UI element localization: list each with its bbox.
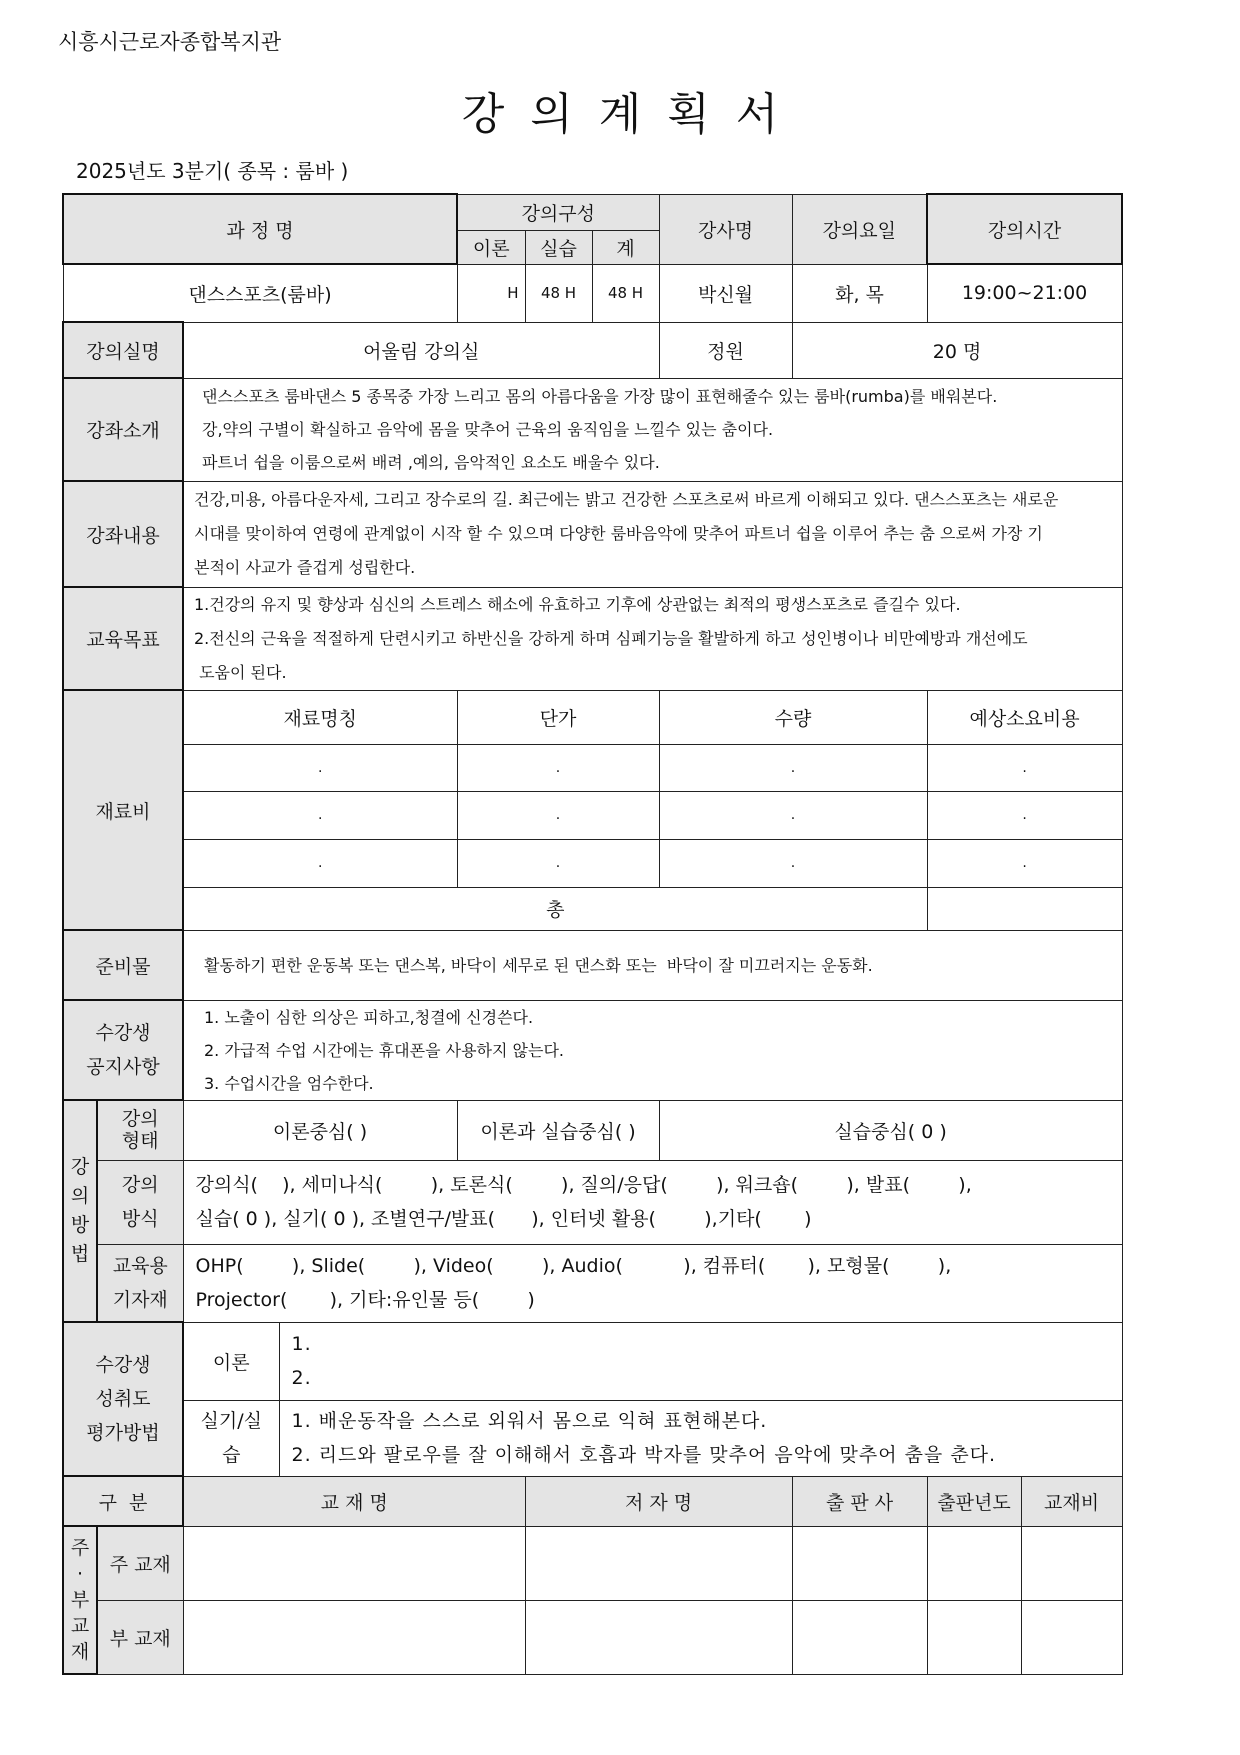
method-group-char: 강 bbox=[70, 1156, 90, 1178]
header-practice: 실습 bbox=[525, 230, 592, 264]
header-total: 계 bbox=[592, 230, 659, 264]
notice-text bbox=[183, 1000, 1122, 1100]
method-equip-label-line: 교육용 bbox=[112, 1254, 168, 1277]
textbook-sub-year bbox=[927, 1600, 1021, 1674]
notice-line: 2. 가급적 수업 시간에는 휴대폰을 사용하지 않는다. bbox=[204, 1040, 564, 1060]
textbook-header-name: 교 재 명 bbox=[183, 1476, 525, 1526]
textbook-header-year: 출판년도 bbox=[927, 1476, 1021, 1526]
evaluation-practice-label bbox=[183, 1400, 279, 1476]
intro-text bbox=[183, 378, 1122, 481]
header-course-name: 과 정 명 bbox=[63, 194, 457, 264]
content-line: 시대를 맞이하여 연령에 관계없이 시작 할 수 있으며 다양한 룸바음악에 맞추어 파트너 쉽을 이루어 추는 춤 으로써 가장 기 bbox=[194, 524, 1043, 543]
method-equip-text bbox=[183, 1244, 1122, 1322]
materials-header: 재료명칭 bbox=[183, 690, 457, 744]
textbook-side-char: 재 bbox=[70, 1641, 90, 1663]
method-style-label-line: 방식 bbox=[121, 1208, 159, 1230]
header-composition: 강의구성 bbox=[457, 194, 659, 230]
materials-cell: . bbox=[183, 791, 457, 839]
materials-cell: . bbox=[927, 791, 1122, 839]
evaluation-label-line: 평가방법 bbox=[86, 1422, 160, 1444]
textbook-side-char: 부 bbox=[70, 1589, 90, 1611]
course-name: 댄스스포츠(룸바) bbox=[63, 264, 457, 322]
textbook-sub-publisher bbox=[792, 1600, 927, 1674]
intro-line: 강,약의 구별이 확실하고 음악에 몸을 맞추어 근육의 움직임을 느낄수 있는 춤이다. bbox=[202, 420, 774, 439]
goal-line: 도움이 된다. bbox=[194, 662, 287, 682]
room-value: 어울림 강의실 bbox=[183, 322, 659, 378]
header-theory: 이론 bbox=[457, 230, 525, 264]
textbook-side-char: 교 bbox=[70, 1615, 90, 1637]
prep-label: 준비물 bbox=[63, 930, 183, 1000]
evaluation-label-line: 성취도 bbox=[95, 1388, 151, 1410]
textbook-sub-name bbox=[183, 1600, 525, 1674]
organization-name: 시흥시근로자종합복지관 bbox=[58, 30, 282, 54]
evaluation-theory-label: 이론 bbox=[183, 1322, 279, 1400]
notice-line: 1. 노출이 심한 의상은 피하고,청결에 신경쓴다. bbox=[204, 1007, 534, 1027]
method-group-char: 방 bbox=[70, 1214, 90, 1236]
theory-hours: H bbox=[457, 264, 525, 322]
method-group-char: 의 bbox=[70, 1185, 90, 1207]
goal-line: 2.전신의 근육을 적절하게 단련시키고 하반신을 강하게 하며 심폐기능을 활발하게 하고 성인병이나 비만예방과 개선에도 bbox=[194, 628, 1028, 648]
total-hours: 48 H bbox=[592, 264, 659, 322]
room-label: 강의실명 bbox=[63, 322, 183, 378]
textbook-header-cost: 교재비 bbox=[1021, 1476, 1122, 1526]
textbook-main-cost bbox=[1021, 1526, 1122, 1600]
content-line: 건강,미용, 아름다운자세, 그리고 장수로의 길. 최근에는 밝고 건강한 스포츠로써 바르게 이해되고 있다. 댄스스포츠는 새로운 bbox=[194, 490, 1059, 509]
materials-total-label: 총 bbox=[183, 887, 927, 930]
textbook-main-publisher bbox=[792, 1526, 927, 1600]
evaluation-practice-line: 2. 리드와 팔로우를 잘 이해해서 호흡과 박자를 맞추어 음악에 맞추어 춤을 춘다. bbox=[291, 1444, 997, 1466]
materials-label: 재료비 bbox=[63, 690, 183, 930]
evaluation-theory-line: 1. bbox=[291, 1333, 312, 1355]
method-type-theory: 이론중심( ) bbox=[183, 1100, 457, 1160]
intro-line: 댄스스포츠 룸바댄스 5 종목중 가장 느리고 몸의 아름다움을 가장 많이 표현해줄수 있는 룸바(rumba)를 배워본다. bbox=[202, 387, 998, 406]
method-style-text bbox=[183, 1160, 1122, 1244]
textbook-main-author bbox=[525, 1526, 792, 1600]
evaluation-theory-text bbox=[279, 1322, 1122, 1400]
content-text bbox=[183, 481, 1122, 587]
document-subtitle: 2025년도 3분기( 종목 : 룸바 ) bbox=[76, 159, 349, 183]
method-type-label-line: 형태 bbox=[121, 1130, 159, 1153]
lecture-day: 화, 목 bbox=[792, 264, 927, 322]
materials-cell: . bbox=[659, 839, 927, 887]
method-type-label bbox=[97, 1100, 183, 1160]
evaluation-label bbox=[63, 1322, 183, 1476]
header-day: 강의요일 bbox=[792, 194, 927, 264]
lecture-time: 19:00~21:00 bbox=[927, 264, 1122, 322]
evaluation-theory-line: 2. bbox=[291, 1367, 312, 1389]
content-label: 강좌내용 bbox=[63, 481, 183, 587]
plan-table bbox=[62, 193, 1123, 1675]
materials-cell: . bbox=[927, 744, 1122, 791]
evaluation-practice-line: 1. 배운동작을 스스로 외워서 몸으로 익혀 표현해본다. bbox=[291, 1410, 768, 1432]
textbook-main-name bbox=[183, 1526, 525, 1600]
materials-cell: . bbox=[457, 744, 659, 791]
goal-text bbox=[183, 587, 1122, 690]
evaluation-practice-label-line: 습 bbox=[222, 1444, 241, 1466]
textbook-sub-label: 부 교재 bbox=[97, 1600, 183, 1674]
method-style-label bbox=[97, 1160, 183, 1244]
method-style-line: 실습( 0 ), 실기( 0 ), 조별연구/발표( ), 인터넷 활용( ),기타( ) bbox=[195, 1208, 812, 1230]
textbook-side-char: 주 bbox=[70, 1537, 90, 1559]
notice-label bbox=[63, 1000, 183, 1100]
evaluation-label-line: 수강생 bbox=[95, 1354, 151, 1376]
document-title: 강의계획서 bbox=[461, 89, 805, 140]
materials-header: 단가 bbox=[457, 690, 659, 744]
materials-cell: . bbox=[457, 791, 659, 839]
capacity-label: 정원 bbox=[659, 322, 792, 378]
method-group-label bbox=[63, 1100, 97, 1322]
textbook-sub-cost bbox=[1021, 1600, 1122, 1674]
evaluation-practice-label-line: 실기/실 bbox=[200, 1410, 262, 1432]
header-instructor: 강사명 bbox=[659, 194, 792, 264]
method-type-practice: 실습중심( 0 ) bbox=[659, 1100, 1122, 1160]
method-type-mixed: 이론과 실습중심( ) bbox=[457, 1100, 659, 1160]
method-style-line: 강의식( ), 세미나식( ), 토론식( ), 질의/응답( ), 워크숍( ), 발표( ), bbox=[195, 1174, 972, 1196]
materials-header: 예상소요비용 bbox=[927, 690, 1122, 744]
header-time: 강의시간 bbox=[927, 194, 1122, 264]
content-line: 본적이 사교가 즐겁게 성립한다. bbox=[194, 558, 416, 577]
method-style-label-line: 강의 bbox=[121, 1174, 159, 1196]
materials-header: 수량 bbox=[659, 690, 927, 744]
practice-hours: 48 H bbox=[525, 264, 592, 322]
textbook-side-char: · bbox=[76, 1563, 84, 1585]
method-group-char: 법 bbox=[70, 1243, 90, 1265]
notice-label-line: 수강생 bbox=[95, 1022, 151, 1044]
textbook-side-label bbox=[63, 1526, 97, 1674]
instructor-name: 박신월 bbox=[659, 264, 792, 322]
materials-cell: . bbox=[183, 839, 457, 887]
goal-label: 교육목표 bbox=[63, 587, 183, 690]
method-equip-label-line: 기자재 bbox=[112, 1288, 168, 1311]
materials-cell: . bbox=[659, 744, 927, 791]
evaluation-practice-text bbox=[279, 1400, 1122, 1476]
textbook-header-publisher: 출 판 사 bbox=[792, 1476, 927, 1526]
capacity-value: 20 명 bbox=[792, 322, 1122, 378]
notice-line: 3. 수업시간을 엄수한다. bbox=[204, 1073, 374, 1093]
prep-text: 활동하기 편한 운동복 또는 댄스복, 바닥이 세무로 된 댄스화 또는 바닥이 잘 미끄러지는 운동화. bbox=[183, 930, 1122, 1000]
plan-sheet bbox=[62, 193, 1121, 1675]
intro-label: 강좌소개 bbox=[63, 378, 183, 481]
materials-cell: . bbox=[457, 839, 659, 887]
textbook-header-author: 저 자 명 bbox=[525, 1476, 792, 1526]
method-equip-label bbox=[97, 1244, 183, 1322]
method-equip-line: OHP( ), Slide( ), Video( ), Audio( ), 컴퓨터( ), 모형물( ), bbox=[195, 1255, 952, 1277]
method-equip-line: Projector( ), 기타:유인물 등( ) bbox=[195, 1289, 535, 1311]
textbook-main-year bbox=[927, 1526, 1021, 1600]
materials-cell: . bbox=[927, 839, 1122, 887]
method-type-label-line: 강의 bbox=[121, 1108, 159, 1131]
textbook-sub-author bbox=[525, 1600, 792, 1674]
textbook-header-category: 구 분 bbox=[63, 1476, 183, 1526]
goal-line: 1.건강의 유지 및 향상과 심신의 스트레스 해소에 유효하고 기후에 상관없는 최적의 평생스포츠로 즐길수 있다. bbox=[194, 594, 961, 614]
materials-total-value bbox=[927, 887, 1122, 930]
textbook-main-label: 주 교재 bbox=[97, 1526, 183, 1600]
materials-cell: . bbox=[659, 791, 927, 839]
materials-cell: . bbox=[183, 744, 457, 791]
intro-line: 파트너 쉽을 이룸으로써 배려 ,예의, 음악적인 요소도 배울수 있다. bbox=[202, 453, 660, 472]
notice-label-line: 공지사항 bbox=[86, 1056, 160, 1078]
